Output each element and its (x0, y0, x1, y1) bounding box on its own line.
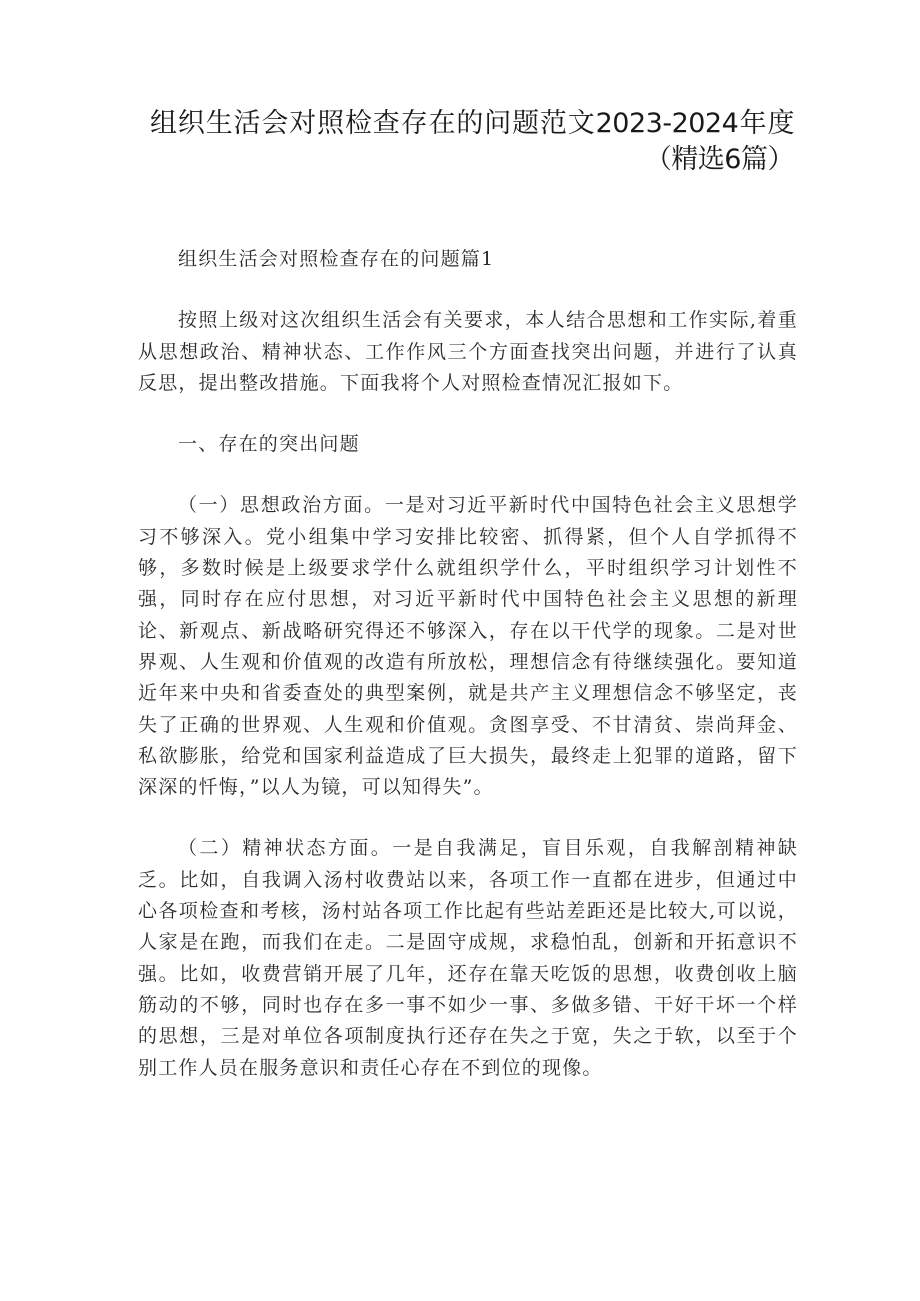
document-title: 组织生活会对照检查存在的问题范文2023-2024年度（精选6篇） (150, 108, 794, 175)
document-body (138, 244, 798, 1114)
paragraph-political: （一）思想政治方面。一是对习近平新时代中国特色社会主义思想学习不够深入。党小组集中学习安排比较密、抓得紧，但个人自学抓得不够，多数时候是上级要求学什么就组织学什么，平时组织学习计划性不强，同时存在应付思想，对习近平新时代中国特色社会主义思想的新理论、新观点、新战略研究得还不够深入，存在以干代学的现象。二是对世界观、人生观和价值观的改造有所放松，理想信念有待继续强化。要知道近年来中央和省委查处的典型案例，就是共产主义理想信念不够坚定，丧失了正确的世界观、人生观和价值观。贪图享受、不甘清贫、崇尚拜金、私欲膨胀，给党和国家利益造成了巨大损失，最终走上犯罪的道路，留下深深的忏悔，”以人为镜，可以知得失”。 (138, 494, 798, 799)
paragraph-spirit: （二）精神状态方面。一是自我满足，盲目乐观，自我解剖精神缺乏。比如，自我调入汤村收费站以来，各项工作一直都在进步，但通过中心各项检查和考核，汤村站各项工作比起有些站差距还是比较大,可以说，人家是在跑，而我们在走。二是固守成规，求稳怕乱，创新和开拓意识不强。比如，收费营销开展了几年，还存在靠天吃饭的思想，收费创收上脑筋动的不够，同时也存在多一事不如少一事、多做多错、干好干坏一个样的思想，三是对单位各项制度执行还存在失之于宽，失之于软，以至于个别工作人员在服务意识和责任心存在不到位的现像。 (138, 837, 798, 1079)
heading-problems: 一、存在的突出问题 (178, 433, 360, 456)
intro-paragraph: 按照上级对这次组织生活会有关要求，本人结合思想和工作实际,着重从思想政治、精神状态、工作作风三个方面查找突出问题，并进行了认真反思，提出整改措施。下面我将个人对照检查情况汇报如下。 (138, 309, 798, 394)
section-title: 组织生活会对照检查存在的问题篇1 (178, 248, 495, 270)
